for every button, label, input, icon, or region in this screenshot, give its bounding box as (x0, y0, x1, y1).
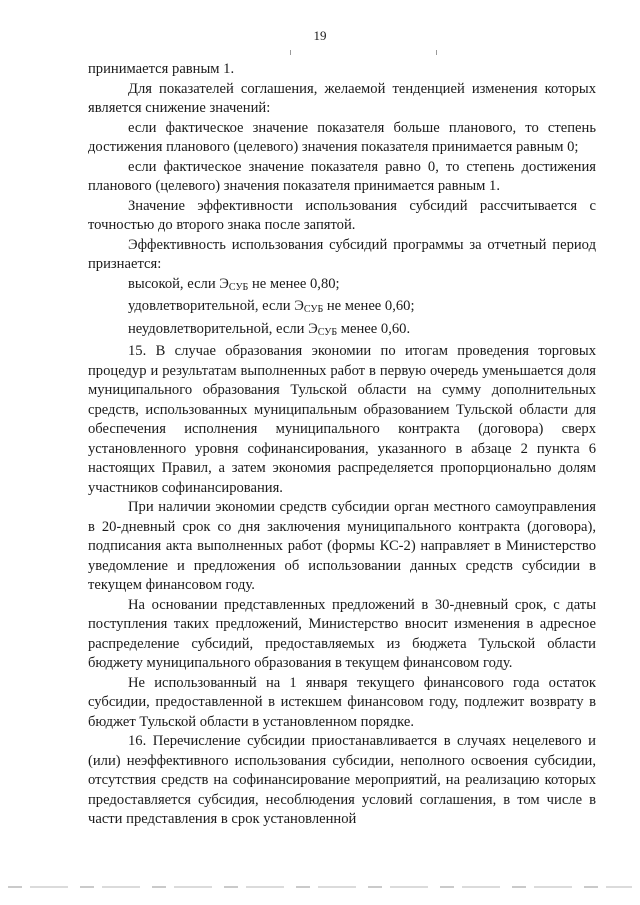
paragraph: При наличии экономии средств субсидии орган местного самоуправления в 20-дневный срок со дня заключения муниципального контракта (договора), подписания акта выполненных работ (формы КС-2) направляет в Министерство уведомление и предложения об использовании данных средств субсидии в текущем финансовом году. (88, 499, 596, 593)
scan-mark (290, 50, 291, 55)
scan-mark (436, 50, 437, 55)
paragraph: если фактическое значение показателя больше планового, то степень достижения планового (целевого) значения показателя принимается равным 0; (88, 119, 596, 155)
paragraph: Эффективность использования субсидий программы за отчетный период признается: (88, 236, 596, 272)
paragraph: Значение эффективности использования субсидий рассчитывается с точностью до второго знака после запятой. (88, 197, 596, 233)
paragraph: Для показателей соглашения, желаемой тенденцией изменения которых является снижение значений: (88, 80, 596, 116)
scan-edge (8, 886, 632, 888)
paragraph-clause-16: 16. Перечисление субсидии приостанавливается в случаях нецелевого и (или) неэффективного использования субсидии, неполного освоения субсидии, отсутствия средств на софинансирование мероприятий, на реализацию которых предоставляется субсидия, несоблюдения условий соглашения, в том числе в части представления в срок установленной (88, 733, 596, 827)
paragraph: Не использованный на 1 января текущего финансового года остаток субсидии, предоставленной в истекшем финансовом году, подлежит возврату в бюджет Тульской области в установленном порядке. (88, 674, 596, 730)
paragraph: если фактическое значение показателя равно 0, то степень достижения планового (целевого) значения показателя принимается равным 1. (88, 158, 596, 194)
paragraph-clause-15: 15. В случае образования экономии по итогам проведения торговых процедур и результатам выполненных работ в первую очередь уменьшается доля муниципального образования Тульской области на сумму дополнительных средств, использованных муниципальным образованием Тульской области для обеспечения исполнения муниципального контракта (договора) сверх установленного уровня софинансирования, указанного в абзаце 2 пункта 6 настоящих Правил, а затем экономия распределяется пропорционально долям участников софинансирования. (88, 343, 596, 496)
document-body (88, 60, 596, 830)
paragraph: На основании представленных предложений в 30-дневный срок, с даты поступления таких предложений, Министерство вносит изменения в адресное распределение субсидий, предоставляемых из бюджета Тульской области бюджету муниципального образования в текущем финансовом году. (88, 596, 596, 671)
criterion-high: высокой, если $Э_{СУБ}$ не менее 0,80; (128, 275, 340, 293)
criterion-satisfactory: удовлетворительной, если $Э_{СУБ}$ не менее 0,60; (128, 298, 415, 315)
paragraph: принимается равным 1. (88, 61, 235, 77)
page-number: 19 (313, 28, 327, 43)
criterion-unsatisfactory: неудовлетворительной, если $Э_{СУБ}$ менее 0,60. (128, 320, 411, 338)
